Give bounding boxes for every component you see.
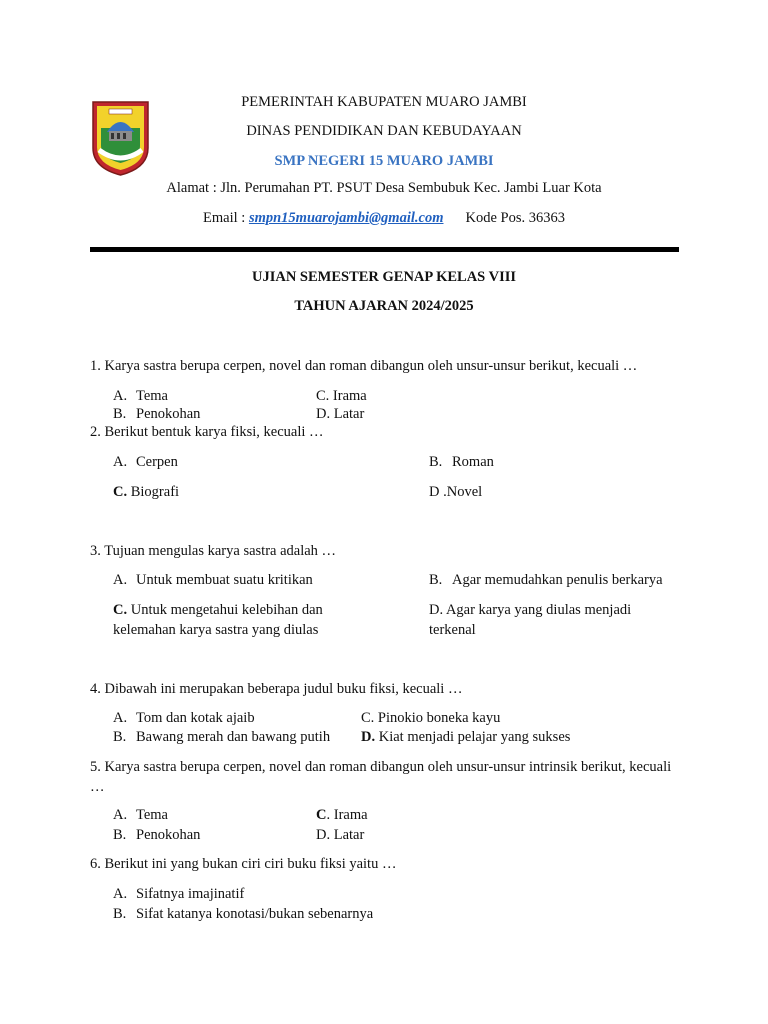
option-5c: C. Irama [316, 807, 368, 823]
email-label: Email : [203, 210, 249, 226]
option-4c: C. Pinokio boneka kayu [361, 710, 501, 726]
exam-year: TAHUN AJARAN 2024/2025 [294, 298, 474, 314]
option-5b: B. Penokohan [113, 827, 201, 843]
header-divider [90, 247, 679, 252]
option-3b: B. Agar memudahkan penulis berkarya [429, 572, 663, 588]
option-4a: A. Tom dan kotak ajaib [113, 710, 255, 726]
option-1d: D. Latar [316, 406, 365, 422]
question-5: 5. Karya sastra berupa cerpen, novel dan roman dibangun oleh unsur-unsur intrinsik berikut, kecuali … [90, 759, 672, 795]
header-government-line: PEMERINTAH KABUPATEN MUARO JAMBI [241, 94, 527, 110]
option-4b: B. Bawang merah dan bawang putih [113, 729, 331, 745]
header-school-name: SMP NEGERI 15 MUARO JAMBI [274, 153, 494, 169]
question-6: 6. Berikut ini yang bukan ciri ciri buku fiksi yaitu … [90, 856, 397, 872]
postal-code: Kode Pos. 36363 [465, 210, 565, 226]
email-link[interactable]: smpn15muarojambi@gmail.com [248, 210, 444, 226]
option-6b: B. Sifat katanya konotasi/bukan sebenarnya [113, 906, 374, 922]
option-3d: D. Agar karya yang diulas menjadi terkenal [429, 602, 632, 638]
option-1c: C. Irama [316, 388, 367, 404]
exam-title: UJIAN SEMESTER GENAP KELAS VIII [251, 269, 517, 285]
question-1: 1. Karya sastra berupa cerpen, novel dan roman dibangun oleh unsur-unsur berikut, kecuali … [90, 358, 638, 374]
option-3c: C. Untuk mengetahui kelebihan dan kelemahan karya sastra yang diulas [113, 602, 323, 638]
option-6a: A. Sifatnya imajinatif [113, 886, 245, 902]
option-2a: A. Cerpen [113, 454, 178, 470]
question-4: 4. Dibawah ini merupakan beberapa judul buku fiksi, kecuali … [90, 681, 463, 697]
header-contact-line [0, 210, 768, 227]
option-2b: B. Roman [429, 454, 494, 470]
header-address: Alamat : Jln. Perumahan PT. PSUT Desa Sembubuk Kec. Jambi Luar Kota [166, 180, 602, 196]
option-1a: A. Tema [113, 388, 168, 404]
question-3: 3. Tujuan mengulas karya sastra adalah … [90, 543, 337, 559]
option-4d: D. Kiat menjadi pelajar yang sukses [361, 729, 571, 745]
option-2c: C. Biografi [113, 484, 180, 500]
option-2d: D .Novel [429, 484, 483, 500]
option-5a: A. Tema [113, 807, 168, 823]
option-3a: A. Untuk membuat suatu kritikan [113, 572, 313, 588]
option-5d: D. Latar [316, 827, 365, 843]
question-2: 2. Berikut bentuk karya fiksi, kecuali … [90, 424, 324, 440]
option-1b: B. Penokohan [113, 406, 201, 422]
header-department-line: DINAS PENDIDIKAN DAN KEBUDAYAAN [246, 123, 522, 139]
